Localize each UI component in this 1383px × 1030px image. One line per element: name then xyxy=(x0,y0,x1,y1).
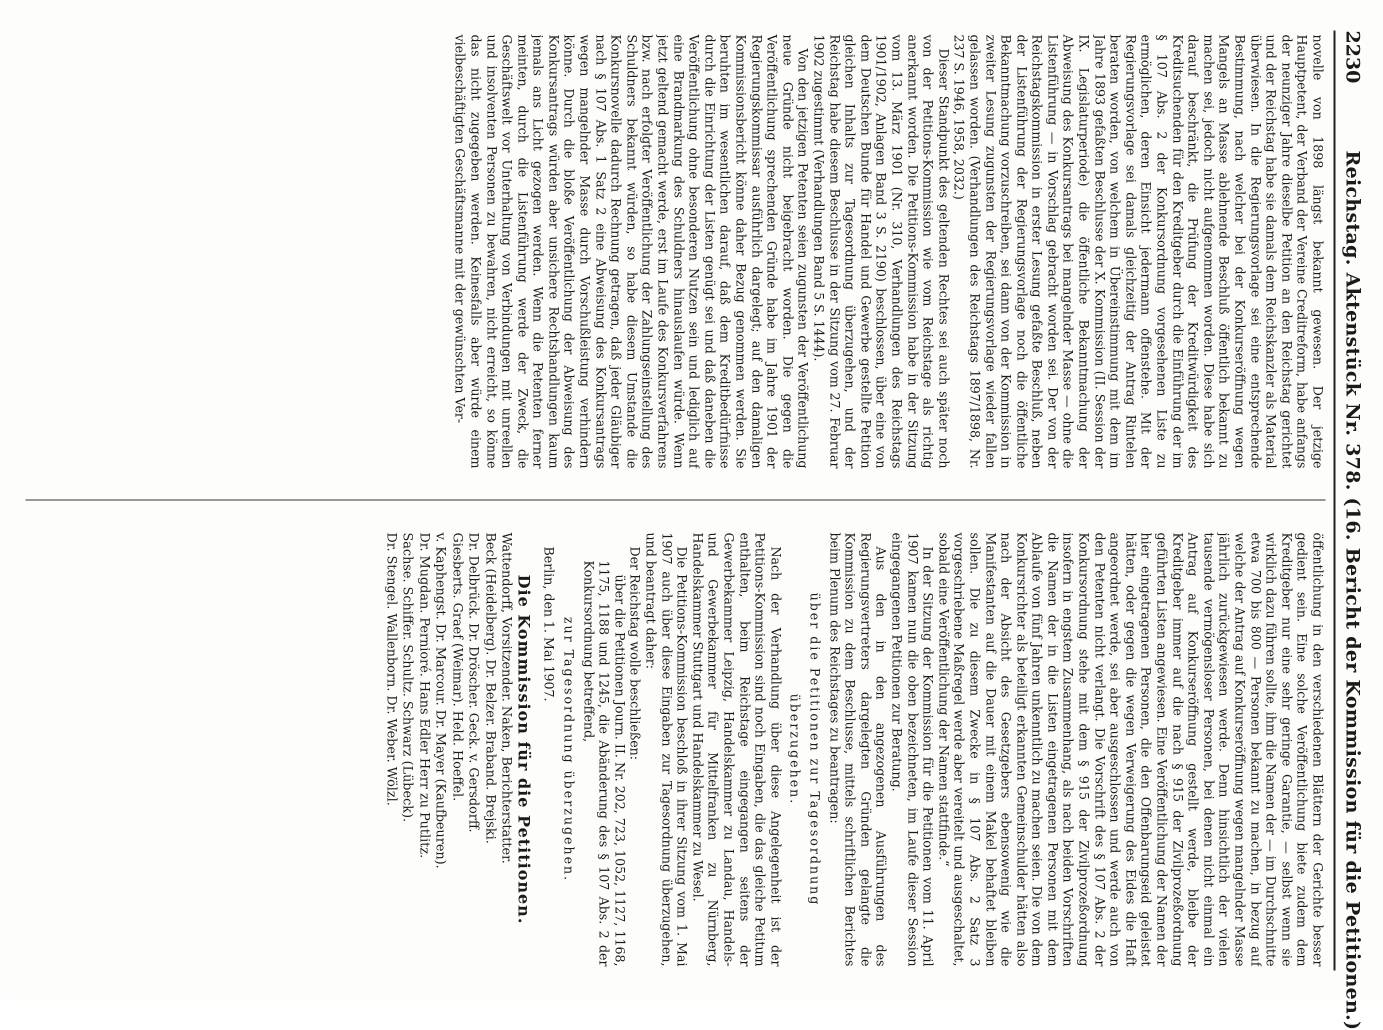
paragraph: Dieser Standpunkt des geltenden Rechtes sei auch später noch von der Petitions-Kommission wie vom Reichstage als richtig anerkannt worden. Die Petitions-Kommission habe in der Sitzung vom 13. März 1901 (Nr. 310, Verhandlungen des Reichstags 1901/1902, Anlagen Band 3 S. 2190) beschlossen, über eine von dem Deutschen Bunde für Handel und Gewerbe gestellte Petition gleichen Inhalts zur Tagesordnung überzugehen, und der Reichstag habe diesem Beschlusse in der Sitzung vom 27. Februar 1902 zugestimmt (Verhandlungen Band 5 S. 1444). xyxy=(811,34,951,468)
paragraph: Aus den in den angezogenen Ausführungen des Regierungsvertreters dargelegten Gründen gelangte die Kommission zu dem Beschlusse, mittels schriftlichen Berichtes beim Plenum des Reichstages zu beantragen: xyxy=(826,532,889,966)
signature-line: v. Kaphengst. Dr. Marcour. Dr. Mayer (Kaufbeuren). xyxy=(432,532,448,869)
page-title: Reichstag. Aktenstück Nr. 378. (16. Bericht der Kommission für die Petitionen.) xyxy=(1341,150,1363,1030)
signature-line: Sachse. Schiffer. Schultz. Schwarz (Lübeck). xyxy=(399,532,415,822)
signature-line: Dr. Mugdan. Pernioré. Hans Edler Herr zu Putlitz. xyxy=(415,532,431,858)
signature-line: Dr. Delbrück. Dr. Dröscher. Geck. v. Gersdorff. xyxy=(465,532,481,833)
paragraph: Von den jetzigen Petenten seien zugunsten der Veröffentlichung neue Gründe nicht beigebracht worden. Die gegen die Veröffentlichung sprechenden Gründe habe im Jahre 1901 der Regierungskommissar ausführlich dargelegt; auf den damaligen Kommissionsbericht könne daher Bezug genommen werden. Sie beruhten im wesentlichen darauf, daß dem Kreditbedürfnisse durch die Einrichtung der Listen genügt sei und daß daneben die Veröffentlichung ohne besonderen Nutzen sein und lediglich auf eine Brandmarkung des Schuldners hinauslaufen würde. Wenn jetzt geltend gemacht werde, erst im Laufe des Konkursverfahrens bzw. nach erfolgter Veröffentlichung der Zahlungseinstellung des Schuldners bekannt würden, so habe diesem Umstande die Konkursnovelle dadurch Rechnung getragen, daß jeder Gläubiger nach § 107 Abs. 1 Satz 2 eine Abweisung des Konkursantrags wegen mangelnder Masse durch Vorschußleistung verhindern könne. Durch die bloße Veröffentlichung der Abweisung des Konkursantrags würden aber unsichere Rechtshandlungen kaum jemals ans Licht gezogen werden. Wenn die Petenten ferner meinten, durch die Listenführung werde der Zweck, die Geschäftswelt vor Unterhaltung von Verbindungen mit unreellen und insolventen Personen zu bewahren, nicht erreicht, so könne das nicht zugegeben werden. Keinesfalls aber würde einem vielbeschäftigten Geschäftsmanne mit der gewünschten Ver- xyxy=(452,34,811,468)
paragraph: Die Petitions-Kommission beschloß in ihrer Sitzung vom 1. Mai 1907 auch über diese Eingaben zur Tagesordnung überzugehen, und beantragt daher: xyxy=(643,532,690,966)
signature-line: Giesberts. Graef (Weimar). Held. Hoeffel. xyxy=(448,532,464,801)
column-divider xyxy=(25,499,1325,500)
signature-line: Beck (Heidelberg). Dr. Belzer. Braband. Brejski. xyxy=(481,532,497,844)
left-column xyxy=(25,34,1325,468)
right-column xyxy=(25,532,1325,966)
paragraph: Der Reichstag wolle beschließen: xyxy=(627,546,643,760)
paragraph: Nach der Verhandlung über diese Angelegenheit ist der Petitions-Kommission sind noch Eingaben, die das gleiche Petitum enthalten, beim Reichstage eingegangen seitens der Gewerbekammer Leipzig, Handelskammer zu Landau, Handels- und Gewerbekammer für Mittelfranken zu Nürnberg, Handelskammer Stuttgart und Handelskammer zu Wesel. xyxy=(689,532,783,966)
signature-line: Wattendorff, Vorsitzender. Naken, Berichterstatter. xyxy=(498,532,514,864)
paragraph: öffentlichung in den verschiedenen Blättern der Gerichte besser gedient sein. Eine solche Veröffentlichung biete zudem dem Kreditgeber nur eine sehr geringe Garantie, — selbst wenn sie wirklich dazu führen sollte, ihm die Namen der — im Durchschnitte etwa 700 bis 800 — Personen bekannt zu machen, in bezug auf welche der Antrag auf Konkurseröffnung wegen mangelnder Masse jährlich zurückgewiesen werde. Denn hinsichtlich der vielen tausende vermögensloser Personen, bei denen nicht einmal ein Antrag auf Konkurseröffnung gestellt werde, bleibe der Kreditgeber immer auf die nach § 915 der Zivilprozeßordnung geführten Listen angewiesen. Eine Veröffentlichung der Namen der hier eingetragenen Personen, die den Offenbarungseid geleistet hätten, oder gegen die wegen Verweigerung des Eides die Haft angeordnet werde, sei aber ausgeschlossen und werde auch von den Petenten nicht verlangt. Die Vorschrift des § 107 Abs. 2 der Konkursordnung stehe mit dem § 915 der Zivilprozeßordnung insofern in engstem Zusammenhang, als nach beiden Vorschriften die Namen der in die Listen eingetragenen Personen mit dem Ablaufe von fünf Jahren unkenntlich zu machen seien. Die von dem Konkursrichter als beteiligt erkannten Gemeinschulder hätten also nach der Absicht des Gesetzgebers ebensowenig wie die Manifestanten auf die Dauer mit einem Makel behaftet bleiben sollen. Die zu diesem Zwecke in § 107 Abs. 2 Satz 3 vorgeschriebene Maßregel werde aber vereitelt und ausgeschaltet, sobald eine Veröffentlichung der Namen stattfinde.“ xyxy=(935,532,1325,966)
paragraph: novelle von 1898 längst bekannt gewesen. Der jetzige Hauptpetent, der Verband der Vereine Creditreform, habe anfangs der neunziger Jahre dieselbe Petition an den Reichstag gerichtet und der Reichstag habe sie damals dem Reichskanzler als Material überwiesen. In die Regierungsvorlage sei eine entsprechende Bestimmung, nach welcher bei der Konkurseröffnung wegen Mangels an Masse ablehnende Beschluß öffentlich bekannt zu machen sei, jedoch nicht aufgenommen worden. Diese habe sich darauf beschränkt, die Prüfung der Kreditwürdigkeit des Kreditsuchenden für den Kreditgeber durch die Einführung der im § 107 Abs. 2 der Konkursordnung vorgesehenen Liste zu ermöglichen, deren Einsicht jedermann offenstehe. Mit der Regierungsvorlage sei damals gleichzeitig der Antrag Rintelen beraten worden, von welchem in Übereinstimmung mit dem im Jahre 1893 gefaßten Beschlusse der X. Kommission (II. Session der IX. Legislaturperiode) die öffentliche Bekanntmachung der Abweisung des Konkursantrags bei mangelnder Masse — ohne die Listenführung — in Vorschlag gebracht worden sei. Der von der Reichstagskommission in erster Lesung gefaßte Beschluß, neben der Listenführung der Regierungsvorlage noch die öffentliche Bekanntmachung vorzuschreiben, sei dann von der Kommission in zweiter Lesung zugunsten der Regierungsvorlage wieder fallen gelassen worden. (Verhandlungen des Reichstags 1897/1898, Nr. 237 S. 1946, 1958, 2032.) xyxy=(951,34,1325,468)
motion-line: überzugehen. xyxy=(787,693,803,805)
paragraph: In der Sitzung der Kommission für die Petitionen vom 11. April 1907 kamen nun die oben bezeichneten, im Laufe dieser Session eingegangenen Petitionen zur Beratung. xyxy=(888,532,936,966)
motion-line: über die Petitionen zur Tagesordnung xyxy=(807,592,822,906)
commission-title: Die Kommission für die Petitionen. xyxy=(513,574,533,924)
motion-line: zur Tagesordnung überzugehen. xyxy=(561,616,577,882)
signature-line: Dr. Stengel. Wallenborn. Dr. Weber. Wölzl. xyxy=(382,532,398,806)
date-line: Berlin, den 1. Mai 1907. xyxy=(541,546,557,702)
page-number: 2230 xyxy=(1341,30,1363,83)
header-rule xyxy=(1333,30,1335,970)
page-header xyxy=(1339,30,1365,1030)
paragraph: über die Petitionen Journ. II. Nr. 202, 723, 1052, 1127, 1168, 1175, 1188 und 1245, die Abänderung des § 107 Abs. 2 der Konkursordnung betreffend, xyxy=(580,560,627,966)
